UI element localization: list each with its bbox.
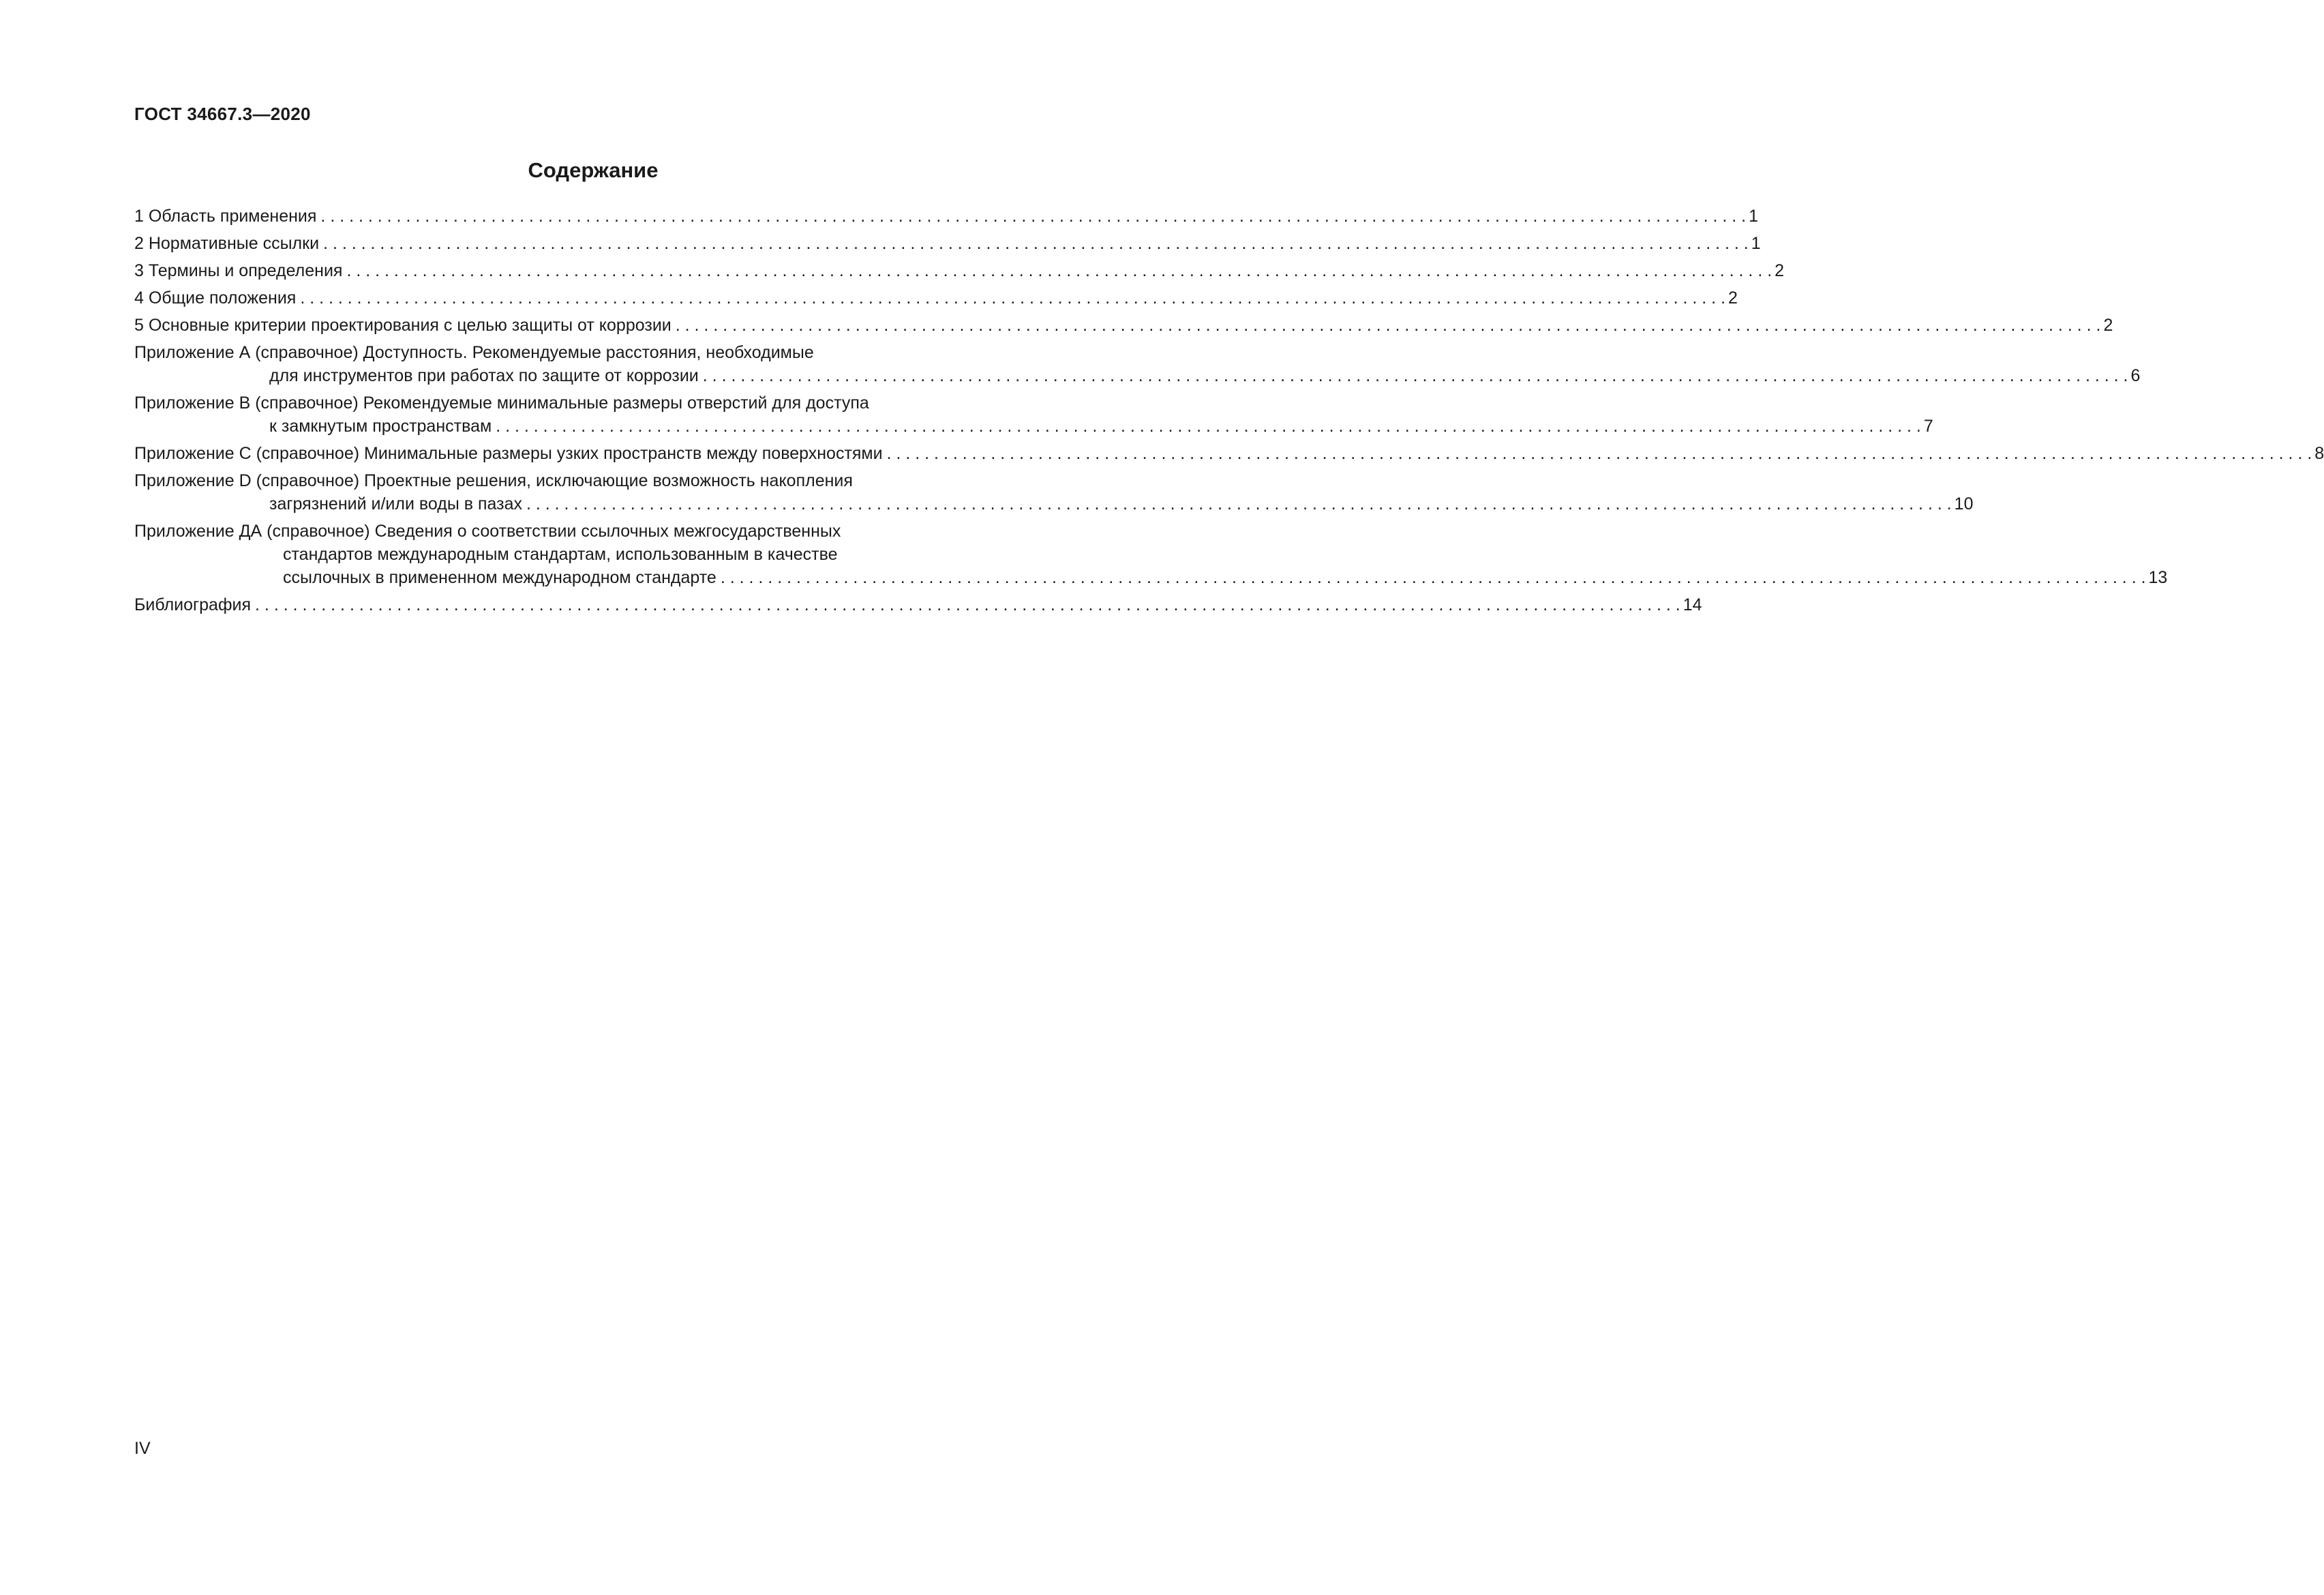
- toc-entry-bibliography[interactable]: [134, 593, 1702, 616]
- toc-entry[interactable]: [134, 259, 1785, 282]
- toc-entry-page: 7: [1923, 417, 1933, 436]
- dot-leader: [346, 259, 1772, 282]
- dot-leader: [300, 286, 1725, 310]
- toc-title: Содержание: [528, 158, 659, 182]
- dot-leader: [496, 415, 1921, 438]
- toc-entry-page: 6: [2130, 366, 2141, 385]
- toc-entry-page: 13: [2148, 568, 2168, 587]
- toc-entry-appendix-c[interactable]: [134, 442, 2324, 465]
- toc-entry-title-continued: к замкнутым пространствам: [269, 417, 492, 436]
- toc-entry-page: 2: [2103, 316, 2113, 335]
- toc-entry-page: 1: [1749, 207, 1759, 226]
- toc-entry[interactable]: [134, 205, 1759, 228]
- toc-entry-appendix-a[interactable]: [134, 341, 2141, 387]
- toc-entry-appendix-b[interactable]: [134, 391, 1933, 438]
- dot-leader: [887, 442, 2312, 465]
- toc-entry-appendix-da[interactable]: [134, 520, 2168, 589]
- toc-entry-title: 5 Основные критерии проектирования с целью защиты от коррозии: [134, 316, 671, 335]
- dot-leader: [255, 593, 1680, 616]
- toc-entry-title: Приложение А (справочное) Доступность. Рекомендуемые расстояния, необходимые: [134, 343, 814, 362]
- toc-entry-page: 10: [1954, 494, 1974, 513]
- toc-entry-title-continued: ссылочных в примененном международном стандарте: [283, 568, 716, 587]
- toc-entry-page: 1: [1751, 234, 1761, 253]
- toc-entry-title: 2 Нормативные ссылки: [134, 234, 320, 253]
- toc-entry-title: Приложение В (справочное) Рекомендуемые минимальные размеры отверстий для доступа: [134, 393, 869, 413]
- toc-entry-page: 14: [1682, 595, 1702, 614]
- toc-entry-title-continued: загрязнений и/или воды в пазах: [269, 494, 522, 513]
- toc-entry-appendix-d[interactable]: [134, 469, 1974, 516]
- dot-leader: [721, 566, 2146, 589]
- toc-entry-page: 2: [1775, 261, 1785, 280]
- toc-entry-title: Приложение ДА (справочное) Сведения о соответствии ссылочных межгосударственных: [134, 522, 841, 541]
- toc-entry-title: 1 Область применения: [134, 207, 317, 226]
- page-number: IV: [134, 1439, 151, 1458]
- toc-entry-title: Библиография: [134, 595, 252, 614]
- toc-entry-title-continued: для инструментов при работах по защите от коррозии: [269, 366, 699, 385]
- toc-entry[interactable]: [134, 314, 2113, 337]
- dot-leader: [703, 364, 2128, 387]
- toc-entry-title-continued: стандартов международным стандартам, использованным в качестве: [283, 545, 838, 564]
- dot-leader: [320, 205, 1746, 228]
- toc-entry-page: 8: [2314, 444, 2324, 463]
- dot-leader: [526, 492, 1952, 516]
- toc-entry-title: 3 Термины и определения: [134, 261, 343, 280]
- table-of-contents: [134, 205, 2324, 616]
- dot-leader: [323, 232, 1749, 255]
- toc-entry-page: 2: [1728, 288, 1738, 308]
- toc-entry[interactable]: [134, 286, 1738, 310]
- toc-entry-title: Приложение D (справочное) Проектные решения, исключающие возможность накопления: [134, 471, 853, 490]
- toc-entry-title: 4 Общие положения: [134, 288, 297, 308]
- toc-entry[interactable]: [134, 232, 1761, 255]
- toc-entry-title: Приложение С (справочное) Минимальные размеры узких пространств между поверхностями: [134, 444, 883, 463]
- dot-leader: [676, 314, 2101, 337]
- document-id: ГОСТ 34667.3—2020: [134, 104, 311, 124]
